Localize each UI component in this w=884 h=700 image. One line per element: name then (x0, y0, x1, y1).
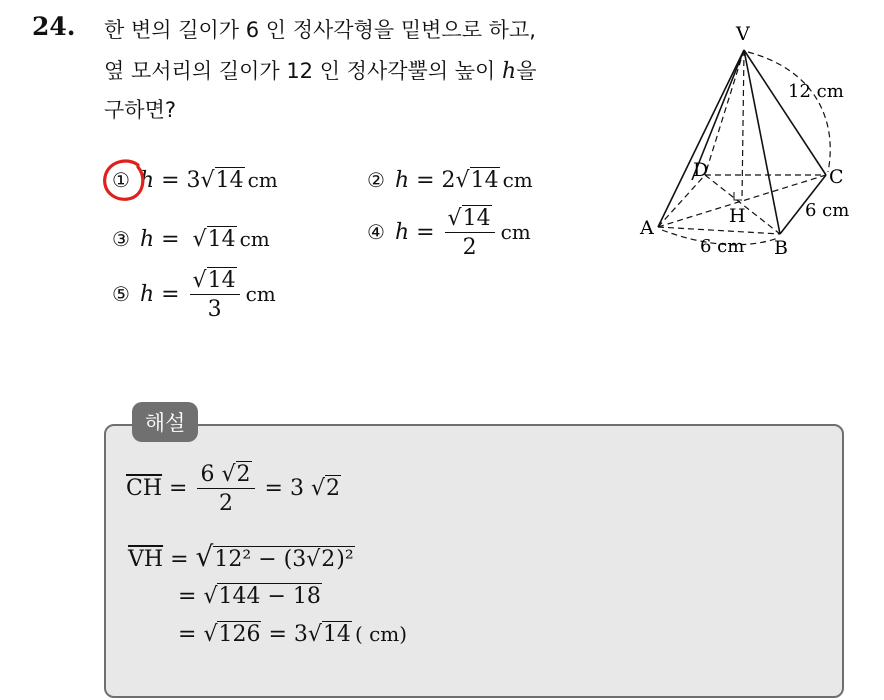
solution-line-3 (178, 584, 322, 609)
label-d: D (693, 159, 709, 181)
choice-5[interactable] (112, 268, 276, 322)
right-angle-mark (734, 192, 742, 200)
choice-1-eq: = (161, 168, 180, 193)
edge-ab (658, 227, 780, 234)
choice-1-mark: ① (112, 168, 130, 192)
label-edge-12cm: 12 cm (788, 81, 844, 102)
solution-line-4-sqrt2: √14 (307, 622, 351, 647)
solution-fraction: $\frac{6 √2}{2}$ (197, 462, 254, 516)
choice-3-eq: = (161, 227, 180, 252)
choice-5-eq: = (161, 282, 180, 307)
choice-2[interactable] (367, 168, 533, 193)
solution-line-1 (126, 462, 341, 516)
choice-4-mark: ④ (367, 220, 385, 244)
height-vh (742, 50, 744, 200)
solution-line-4-sqrt: √126 (203, 622, 261, 647)
label-c: C (829, 166, 844, 188)
solution-line-4-unit: ( cm) (354, 622, 408, 646)
choice-4-fraction: $\frac{√14}{2}$ (445, 206, 495, 260)
label-h: H (729, 205, 746, 227)
solution-line-1-eq: = (169, 476, 188, 501)
choice-2-mark: ② (367, 168, 385, 192)
question-line-3: 구하면? (104, 98, 177, 122)
solution-line-3-eq: = (178, 584, 197, 609)
question-number: 24. (32, 12, 76, 41)
question-line-2-text: 옆 모서리의 길이가 12 인 정사각뿔의 높이 (104, 59, 503, 83)
choice-3[interactable] (112, 227, 270, 252)
height-variable: h (502, 59, 517, 84)
solution-line-4-coef: 3 (293, 622, 308, 647)
solution-line-3-sqrt: √144 − 18 (203, 584, 321, 609)
solution-line-4 (178, 622, 407, 647)
solution-line-2-eq: = (170, 547, 189, 572)
choice-4-unit: cm (500, 220, 531, 244)
label-side-6cm-bottom: 6 cm (700, 236, 745, 257)
solution-tag: 해설 (132, 402, 198, 442)
choice-2-var: h (394, 168, 410, 193)
choice-2-eq: = (416, 168, 435, 193)
choice-1-sqrt: √14 (200, 168, 244, 193)
choice-2-unit: cm (502, 168, 533, 192)
question-line-2-suffix: 을 (516, 59, 537, 83)
choice-4-eq: = (416, 220, 435, 245)
choice-2-sqrt: √14 (455, 168, 499, 193)
pyramid-figure (630, 10, 870, 260)
choice-5-fraction: $\frac{√14}{3}$ (190, 268, 240, 322)
choice-3-mark: ③ (112, 227, 130, 251)
choice-3-sqrt: √14 (192, 227, 236, 252)
segment-vh: $\overline{VH}$ (128, 547, 164, 572)
choice-1-var: h (139, 168, 155, 193)
choice-5-unit: cm (245, 282, 276, 306)
choice-1-coef: 3 (186, 168, 201, 193)
solution-line-4-eq2: = (268, 622, 287, 647)
segment-ch: $\overline{CH}$ (126, 476, 163, 501)
edge-vd (705, 50, 744, 175)
label-b: B (774, 237, 788, 259)
solution-line-1-eq2: = (264, 476, 283, 501)
solution-line-1-coef: 3 (289, 476, 304, 501)
label-v: V (736, 23, 750, 45)
choice-4[interactable] (367, 206, 531, 260)
choice-3-unit: cm (239, 227, 270, 251)
question-line-1: 한 변의 길이가 6 인 정사각형을 밑변으로 하고, (104, 18, 536, 42)
solution-line-2-sqrt: √12² − (3√2)² (195, 540, 354, 573)
label-side-6cm-right: 6 cm (805, 200, 850, 221)
solution-line-2 (128, 540, 355, 573)
selected-answer-circle (100, 155, 148, 205)
label-a: A (640, 217, 654, 239)
edge-va2 (658, 50, 744, 227)
choice-4-var: h (394, 220, 410, 245)
edge-length-arc (748, 52, 830, 172)
question-line-2 (104, 55, 537, 85)
solution-line-1-sqrt: √2 (310, 476, 340, 501)
solution-line-4-eq: = (178, 622, 197, 647)
choice-5-mark: ⑤ (112, 282, 130, 306)
choice-1-unit: cm (247, 168, 278, 192)
choice-5-var: h (139, 282, 155, 307)
choice-2-coef: 2 (441, 168, 456, 193)
choice-3-var: h (139, 227, 155, 252)
